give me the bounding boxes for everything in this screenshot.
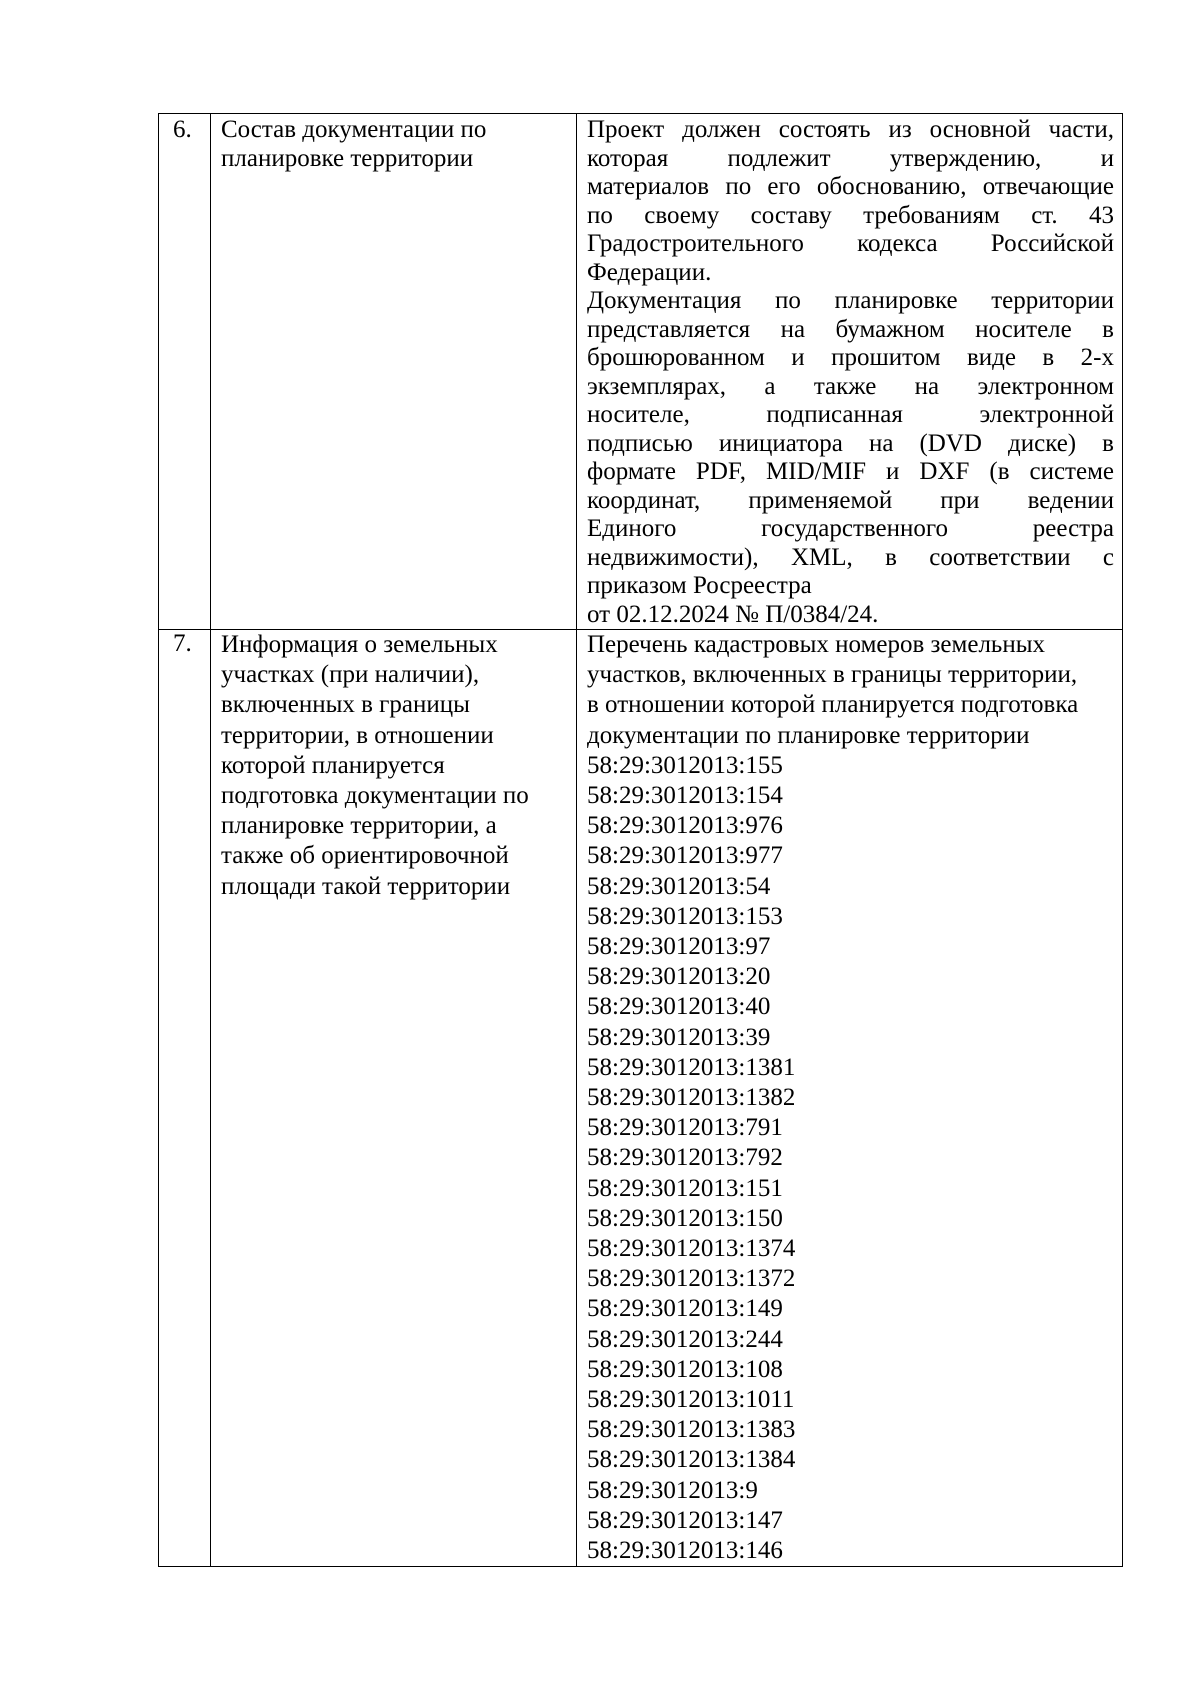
cadastral-number: 58:29:3012013:153 bbox=[587, 902, 783, 930]
cadastral-number: 58:29:3012013:1381 bbox=[587, 1053, 796, 1081]
parameter-text bbox=[221, 116, 568, 173]
cadastral-number: 58:29:3012013:149 bbox=[587, 1295, 783, 1323]
value-line: материалов по его обоснованию, отвечающие bbox=[587, 173, 1114, 200]
parameter-line: подготовка документации по bbox=[221, 782, 529, 810]
cadastral-number: 58:29:3012013:146 bbox=[587, 1537, 783, 1565]
cadastral-number: 58:29:3012013:97 bbox=[587, 933, 771, 961]
cadastral-number: 58:29:3012013:1384 bbox=[587, 1446, 796, 1474]
cadastral-number: 58:29:3012013:155 bbox=[587, 751, 783, 779]
intro-line: Перечень кадастровых номеров земельных bbox=[587, 631, 1045, 658]
row-number: 6. bbox=[159, 114, 211, 630]
cadastral-number: 58:29:3012013:40 bbox=[587, 993, 771, 1021]
parameter-line: планировке территории, а bbox=[221, 812, 497, 840]
cadastral-number: 58:29:3012013:1011 bbox=[587, 1386, 795, 1414]
cadastral-number: 58:29:3012013:976 bbox=[587, 812, 783, 840]
parameter-line: площади такой территории bbox=[221, 872, 511, 900]
table-row-7 bbox=[159, 630, 1123, 1567]
parameter-line: участках (при наличии), bbox=[221, 661, 480, 689]
cadastral-number: 58:29:3012013:108 bbox=[587, 1355, 783, 1383]
cadastral-number: 58:29:3012013:1374 bbox=[587, 1235, 796, 1263]
cadastral-number: 58:29:3012013:1372 bbox=[587, 1265, 796, 1293]
value-line: приказом Росреестра bbox=[587, 572, 812, 599]
intro-line: участков, включенных в границы территории, bbox=[587, 661, 1078, 689]
value-line: Градостроительного кодекса Российской bbox=[587, 230, 1114, 257]
parameter-line: Состав документации по bbox=[221, 116, 487, 143]
value-cell bbox=[577, 114, 1123, 630]
value-line: координат, применяемой при ведении bbox=[587, 486, 1114, 514]
cadastral-number-list bbox=[587, 751, 1114, 1566]
cadastral-number: 58:29:3012013:154 bbox=[587, 782, 783, 810]
value-line: подписью инициатора на (DVD диске) в bbox=[587, 429, 1114, 457]
value-line: Единого государственного реестра bbox=[587, 515, 1114, 542]
parameter-line: которой планируется bbox=[221, 751, 445, 779]
cadastral-number: 58:29:3012013:244 bbox=[587, 1325, 783, 1353]
row-number: 7. bbox=[159, 630, 211, 1567]
cadastral-number: 58:29:3012013:792 bbox=[587, 1144, 783, 1172]
cadastral-number: 58:29:3012013:9 bbox=[587, 1476, 758, 1504]
value-cell bbox=[577, 630, 1123, 1567]
cadastral-number: 58:29:3012013:54 bbox=[587, 872, 771, 900]
value-line: от 02.12.2024 № П/0384/24. bbox=[587, 600, 879, 628]
parameter-text bbox=[221, 630, 568, 902]
value-text bbox=[587, 116, 1114, 629]
cadastral-number: 58:29:3012013:977 bbox=[587, 842, 783, 870]
value-line: носителе, подписанная электронной bbox=[587, 401, 1114, 428]
value-line: экземплярах, а также на электронном bbox=[587, 372, 1114, 400]
value-line: по своему составу требованиям ст. 43 bbox=[587, 201, 1114, 229]
intro-line: документации по планировке территории bbox=[587, 721, 1030, 749]
cadastral-number: 58:29:3012013:1383 bbox=[587, 1416, 796, 1444]
cadastral-number: 58:29:3012013:147 bbox=[587, 1506, 783, 1534]
cadastral-number: 58:29:3012013:1382 bbox=[587, 1084, 796, 1112]
parameter-line: также об ориентировочной bbox=[221, 842, 509, 870]
cadastral-list-intro bbox=[587, 630, 1114, 751]
cadastral-number: 58:29:3012013:20 bbox=[587, 963, 771, 991]
value-line: недвижимости), XML, в соответствии с bbox=[587, 543, 1114, 571]
parameter-line: территории, в отношении bbox=[221, 721, 494, 749]
value-line: брошюрованном и прошитом виде в 2-х bbox=[587, 344, 1114, 371]
parameter-cell bbox=[211, 114, 577, 630]
table-row-6 bbox=[159, 114, 1123, 630]
cadastral-number: 58:29:3012013:151 bbox=[587, 1174, 783, 1202]
parameter-line: планировке территории bbox=[221, 144, 474, 172]
value-line: формате PDF, MID/MIF и DXF (в системе bbox=[587, 458, 1114, 485]
value-line: которая подлежит утверждению, и bbox=[587, 144, 1114, 172]
cadastral-number: 58:29:3012013:150 bbox=[587, 1204, 783, 1232]
cadastral-number: 58:29:3012013:791 bbox=[587, 1114, 783, 1142]
value-line: представляется на бумажном носителе в bbox=[587, 315, 1114, 343]
value-line: Документация по планировке территории bbox=[587, 287, 1114, 314]
cadastral-number: 58:29:3012013:39 bbox=[587, 1023, 771, 1051]
value-line: Федерации. bbox=[587, 258, 712, 286]
intro-line: в отношении которой планируется подготовка bbox=[587, 691, 1079, 719]
document-table bbox=[158, 113, 1123, 1567]
parameter-line: включенных в границы bbox=[221, 691, 470, 719]
parameter-line: Информация о земельных bbox=[221, 631, 498, 658]
value-line: Проект должен состоять из основной части, bbox=[587, 116, 1114, 143]
parameter-cell bbox=[211, 630, 577, 1567]
